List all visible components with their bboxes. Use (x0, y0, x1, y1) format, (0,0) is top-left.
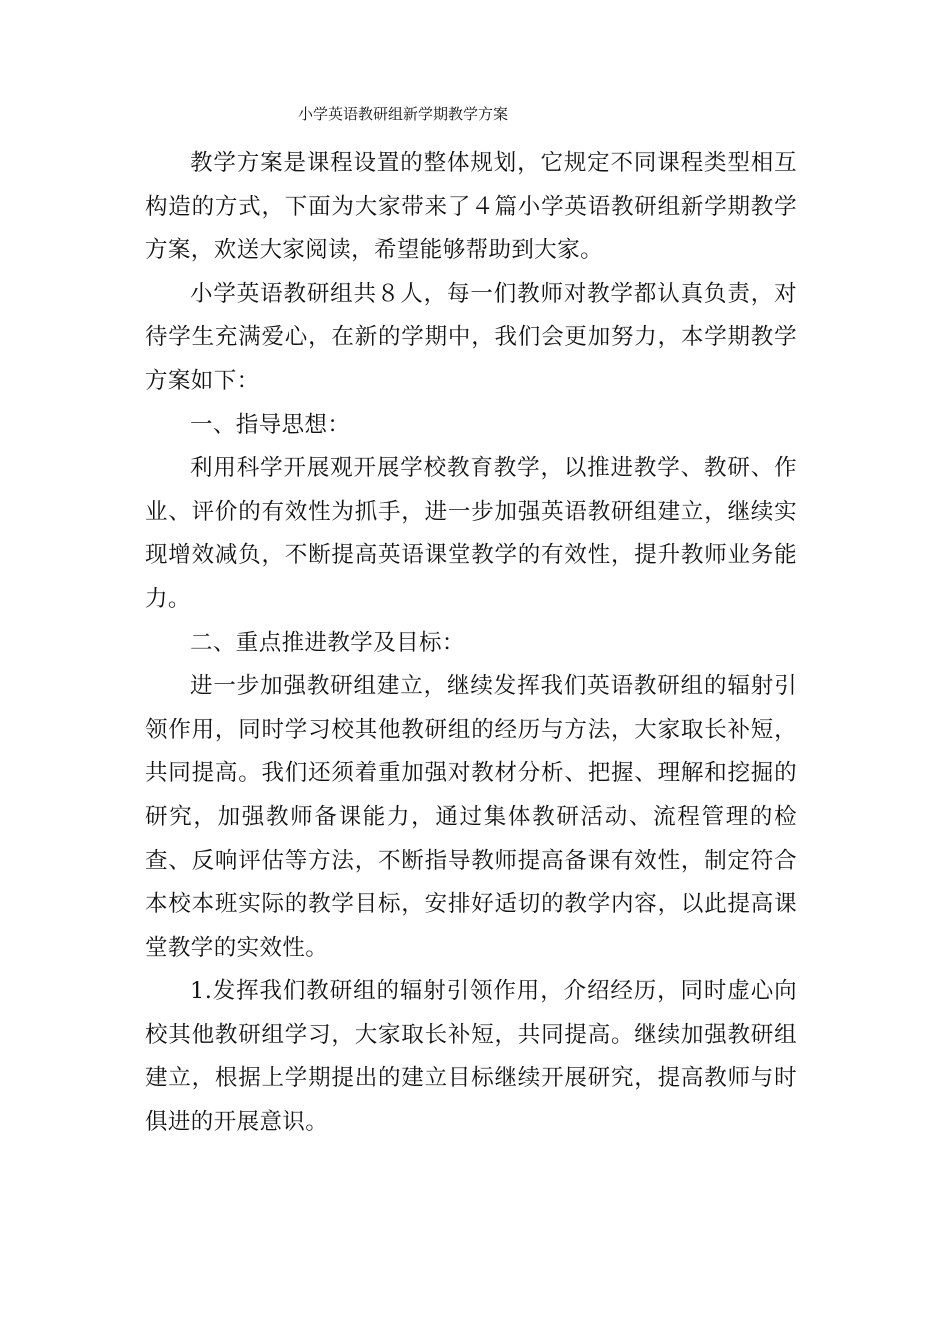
section-heading-key-goals: 二、重点推进教学及目标： (190, 629, 465, 656)
paragraph-key-goals: 进一步加强教研组建立，继续发挥我们英语教研组的辐射引领作用，同时学习校其他教研组的经历与方法，大家取长补短，共同提高。我们还须着重加强对教材分析、把握、理解和挖掘的研究，加强教师备课能力，通过集体教研活动、流程管理的检查、反响评估等方法，不断指导教师提高备课有效性，制定符合本校本班实际的教学目标，安排好适切的教学内容，以此提高课堂教学的实效性。 (145, 673, 797, 961)
page-header: 小学英语教研组新学期教学方案 (298, 105, 509, 123)
document-body (145, 142, 797, 1145)
paragraph-guiding-idea: 利用科学开展观开展学校教育教学，以推进教学、教研、作业、评价的有效性为抓手，进一步加强英语教研组建立，继续实现增效减负，不断提高英语课堂教学的有效性，提升教师业务能力。 (145, 455, 797, 612)
paragraph-team: 小学英语教研组共８人，每一们教师对教学都认真负责，对待学生充满爱心，在新的学期中，我们会更加努力，本学期教学方案如下： (145, 280, 797, 394)
section-heading-guiding-idea: 一、指导思想： (190, 411, 351, 438)
paragraph-intro: 教学方案是课程设置的整体规划，它规定不同课程类型相互构造的方式，下面为大家带来了４篇小学英语教研组新学期教学方案，欢送大家阅读，希望能够帮助到大家。 (145, 150, 797, 264)
paragraph-item-1: 1.发挥我们教研组的辐射引领作用，介绍经历，同时虚心向校其他教研组学习，大家取长补短，共同提高。继续加强教研组建立，根据上学期提出的建立目标继续开展研究，提高教师与时俱进的开展意识。 (145, 978, 797, 1136)
